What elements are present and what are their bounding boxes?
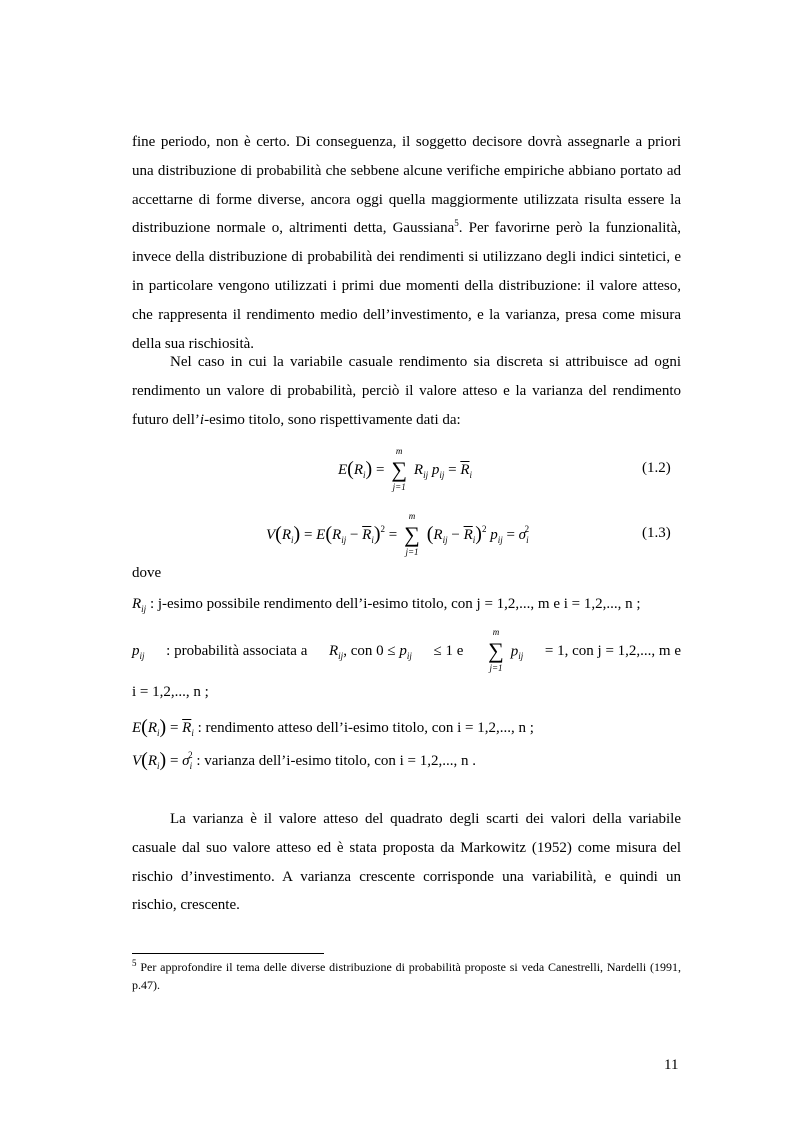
equation-1-3: $V(R_i) = E(R_{ij} - \overline{R}_i)^2$ = m ∑ j=1 $(R_{ij} - \overline{R}_i)^2$ $p_{ij} = \sigma_i^2$ [266,510,530,557]
paragraph-2-text-a: Nel caso in cui la variabile casuale rendimento sia discreta si attribuisce ad ogni rendimento un valore di probabilità, perciò il valore atteso e la varianza del rendimento futuro dell’ [132,354,681,428]
definition-pij-text-4: = 1, con j = 1,2,..., m e [544,643,681,660]
paragraph-3: La varianza è il valore atteso del quadrato degli scarti dei valori della variabile casuale dal suo valore atteso ed è stata proposta da Markowitz (1952) come misura del rischio d’investimento. A varianza crescente corrisponde una variabilità, e quindi un rischio, crescente. [132,811,681,914]
footnote-number: 5 [132,958,137,968]
dove-label: dove [132,565,162,581]
equation-number-1-3: (1.3) [642,525,671,541]
footnote-divider [132,953,324,954]
footnote-5 [132,958,681,994]
paragraph-2-text-b: -esimo titolo, sono rispettivamente dati da: [204,411,461,428]
equation-number-1-2: (1.2) [642,460,671,476]
definition-er-text: : rendimento atteso dell’i-esimo titolo, con i = 1,2,..., n ; [197,720,534,736]
definition-pij-text-3: ≤ 1 e [433,643,464,660]
footnote-text: Per approfondire il tema delle diverse distribuzione di probabilità proposte si veda Canestrelli, Nardelli (1991, p.47). [132,960,681,992]
paragraph-2 [132,348,681,434]
paragraph-1-text-a: fine periodo, non è certo. Di conseguenza, il soggetto decisore dovrà assegnarle a priori una distribuzione di probabilità che sebbene alcune verifiche empiriche abbiano portato ad accettarne di forme diverse, ancora oggi quella maggiormente utilizzata risulta essere la distribuzione normale o, altrimenti detta, Gaussiana [132,134,681,237]
sum-symbol: m ∑ j=1 [488,627,504,673]
sum-symbol: m ∑ j=1 [404,510,420,557]
paragraph-2-italic-i: i [199,411,205,428]
paragraph-1-text-b: . Per favorirne però la funzionalità, invece della distribuzione di probabilità dei rendimenti si utilizzano degli indici sintetici, e in particolare vengono utilizzati i primi due momenti della distribuzione: il valore atteso, che rappresenta il rendimento medio dell’investimento, e la varianza, presa come misura della sua rischiosità. [132,220,681,352]
footnote-ref-5: 5 [454,218,459,229]
sum-symbol: m ∑ j=1 [391,445,408,492]
definition-pij: $p_{ij}$ : probabilità associata a $R_{ij}$, con $0 \le p_{ij}$ ≤ 1 e m ∑ j=1 $p_{ij}$ = 1, con j = 1,2,..., m e [132,627,681,673]
paragraph-1 [132,128,681,358]
definition-vr-text: : varianza dell’i-esimo titolo, con i = 1,2,..., n . [196,753,476,769]
definition-rij: $R_{ij}$ : j-esimo possibile rendimento dell’i-esimo titolo, con j = 1,2,..., m e i = 1,2,..., n ; [132,596,641,614]
definition-expected-return: $E(R_i) = \overline{R}_i$ : rendimento atteso dell’i-esimo titolo, con i = 1,2,..., n ; [132,716,534,738]
definition-rij-text: : j-esimo possibile rendimento dell’i-esimo titolo, con j = 1,2,..., m e i = 1,2,..., n ; [149,596,641,612]
definition-pij-text-2: , con 0 ≤ [343,643,396,660]
page-number: 11 [664,1057,679,1073]
definition-pij-text-1: : probabilità associata a [166,643,308,660]
definition-pij-continued: i = 1,2,..., n ; [132,684,209,700]
equation-1-2: $E(R_i)$ = m ∑ j=1 $R_{ij}$ $p_{ij} = \overline{R}_i$ [338,445,473,492]
definition-variance: $V(R_i) = \sigma_i^2$ : varianza dell’i-esimo titolo, con i = 1,2,..., n . [132,749,476,771]
